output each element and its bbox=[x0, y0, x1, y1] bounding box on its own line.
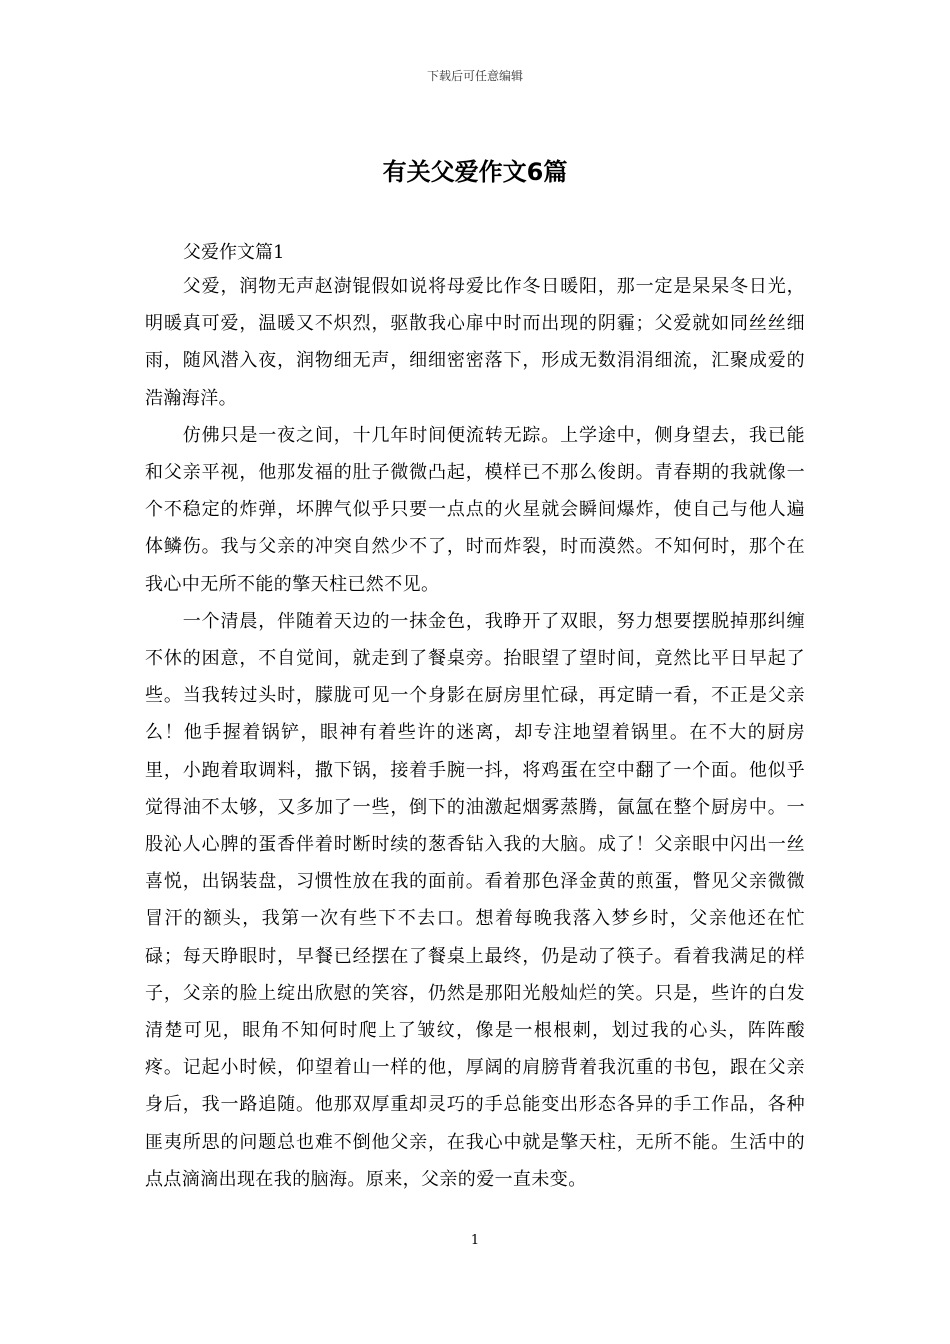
header-note: 下载后可任意编辑 bbox=[426, 69, 523, 83]
paragraph-3: 一个清晨，伴随着天边的一抹金色，我睁开了双眼，努力想要摆脱掉那纠缠不休的困意，不自觉间，就走到了餐桌旁。抬眼望了望时间，竟然比平日早起了些。当我转过头时，朦胧可见一个身影在厨房里忙碌，再定睛一看，不正是父亲么！他手握着锅铲，眼神有着些许的迷离，却专注地望着锅里。在不大的厨房里，小跑着取调料，撒下锅，接着手腕一抖，将鸡蛋在空中翻了一个面。他似乎觉得油不太够，又多加了一些，倒下的油激起烟雾蒸腾，氤氲在整个厨房中。一股沁人心脾的蛋香伴着时断时续的葱香钻入我的大脑。成了！父亲眼中闪出一丝喜悦，出锅装盘，习惯性放在我的面前。看着那色泽金黄的煎蛋，瞥见父亲微微冒汗的额头，我第一次有些下不去口。想着每晚我落入梦乡时，父亲他还在忙碌；每天睁眼时，早餐已经摆在了餐桌上最终，仍是动了筷子。看着我满足的样子，父亲的脸上绽出欣慰的笑容，仍然是那阳光般灿烂的笑。只是，些许的白发清楚可见，眼角不知何时爬上了皱纹，像是一根根刺，划过我的心头，阵阵酸疼。记起小时候，仰望着山一样的他，厚阔的肩膀背着我沉重的书包，跟在父亲身后，我一路追随。他那双厚重却灵巧的手总能变出形态各异的手工作品，各种匪夷所思的问题总也难不倒他父亲，在我心中就是擎天柱，无所不能。生活中的点点滴滴出现在我的脑海。原来，父亲的爱一直未变。 bbox=[145, 610, 805, 1190]
paragraph-2: 仿佛只是一夜之间，十几年时间便流转无踪。上学途中，侧身望去，我已能和父亲平视，他那发福的肚子微微凸起，模样已不那么俊朗。青春期的我就像一个不稳定的炸弹，坏脾气似乎只要一点点的火星就会瞬间爆炸，使自己与他人遍体鳞伤。我与父亲的冲突自然少不了，时而炸裂，时而漠然。不知何时，那个在我心中无所不能的擎天柱已然不见。 bbox=[145, 424, 805, 595]
paragraph-1: 父爱，润物无声赵澍锟假如说将母爱比作冬日暖阳，那一定是杲杲冬日光，明暖真可爱，温暖又不炽烈，驱散我心扉中时而出现的阴霾；父爱就如同丝丝细雨，随风潜入夜，润物细无声，细细密密落下，形成无数涓涓细流，汇聚成爱的浩瀚海洋。 bbox=[145, 276, 805, 409]
document-title: 有关父爱作文6篇 bbox=[382, 158, 568, 186]
body-text bbox=[145, 268, 805, 1198]
section-heading: 父爱作文篇1 bbox=[183, 242, 285, 263]
page-number: 1 bbox=[470, 1233, 480, 1248]
